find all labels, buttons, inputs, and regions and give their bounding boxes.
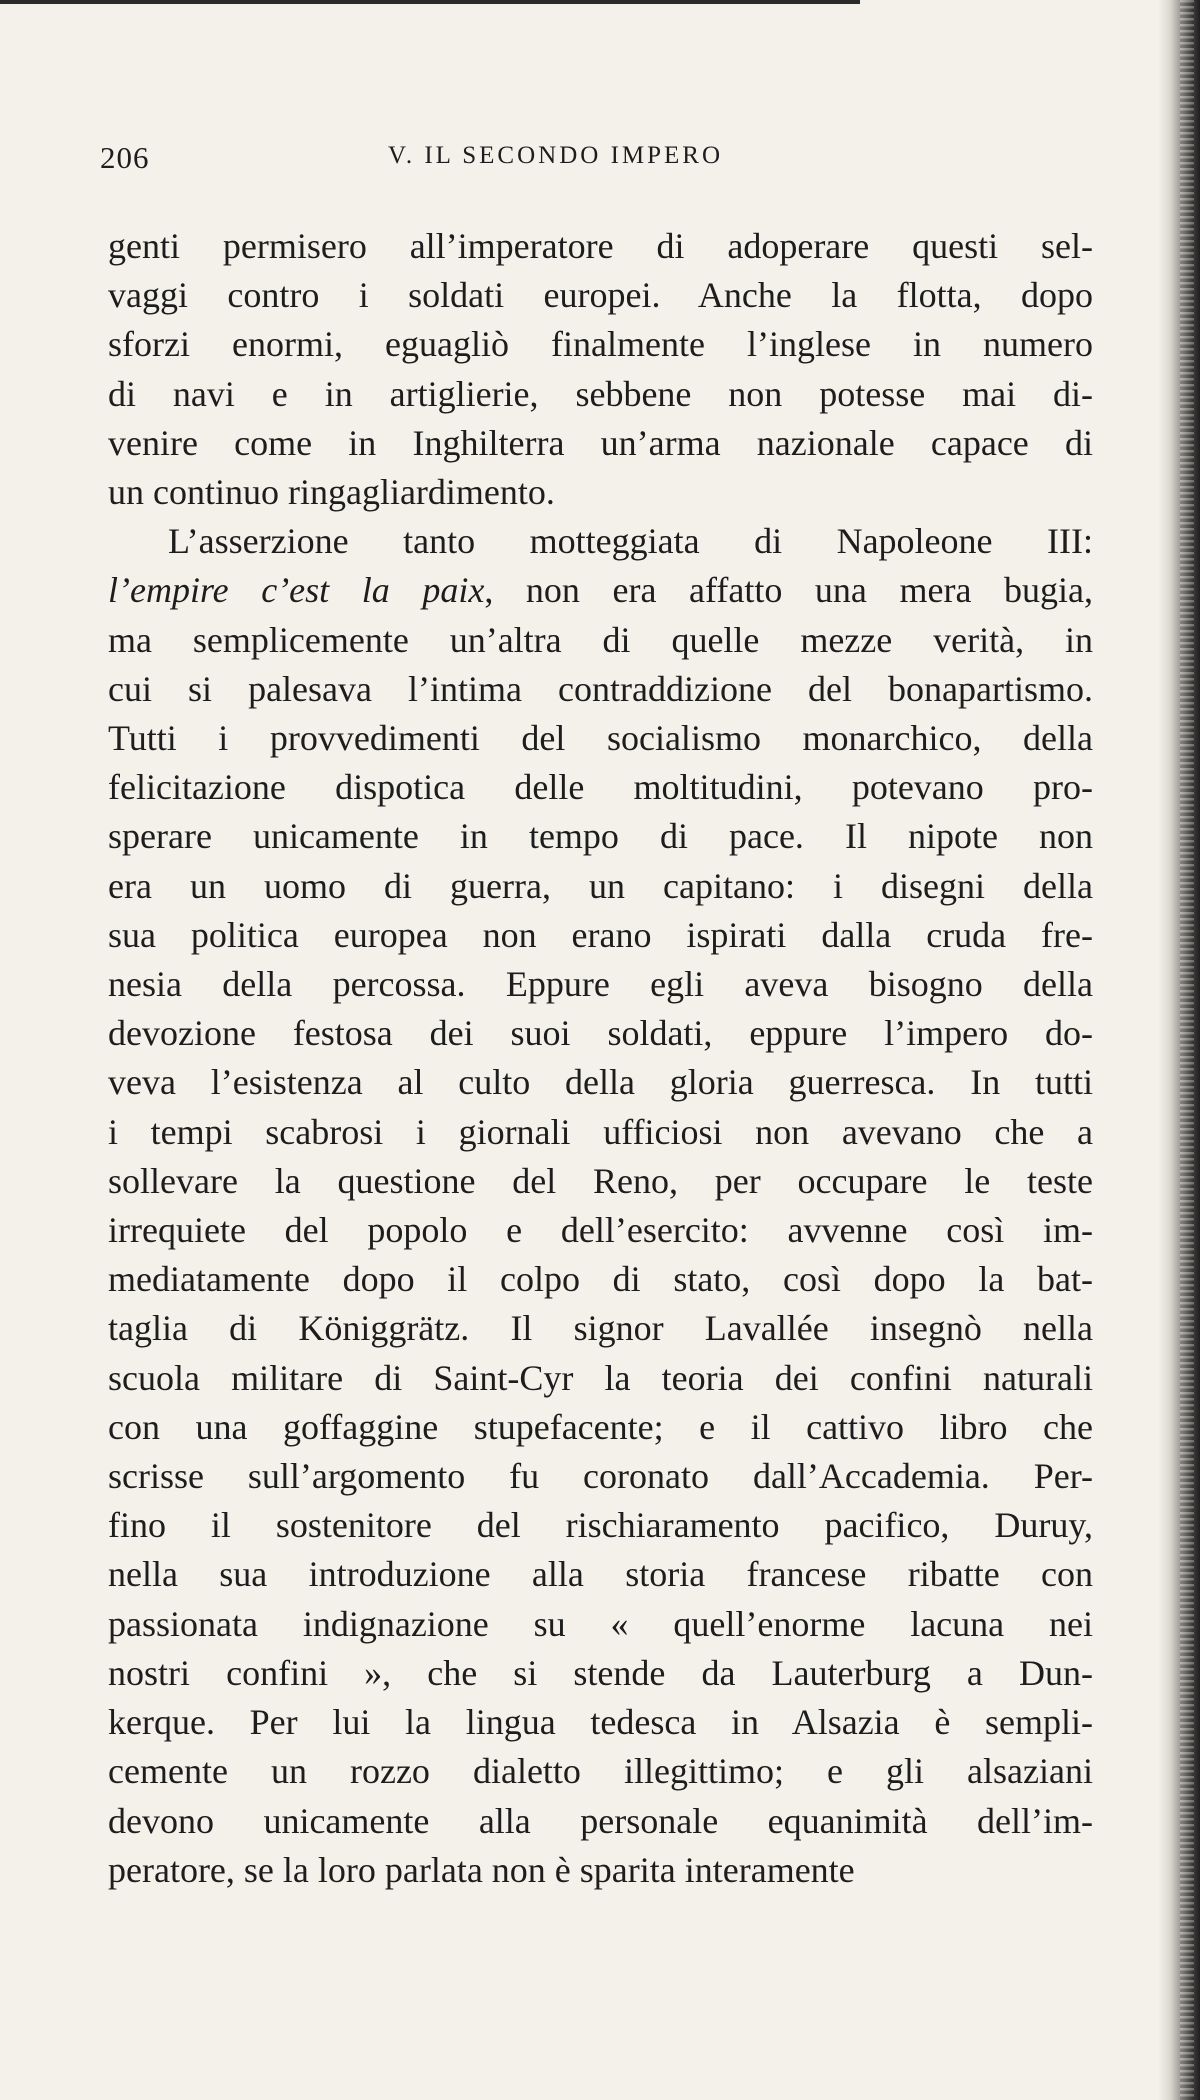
text-line: i tempi scabrosi i giornali ufficiosi non avevano che a	[108, 1111, 1093, 1152]
text-line: veva l’esistenza al culto della gloria guerresca. In tutti	[108, 1062, 1093, 1103]
text-line: genti permisero all’imperatore di adoperare questi sel-	[108, 226, 1093, 266]
text-line: vaggi contro i soldati europei. Anche la flotta, dopo	[108, 275, 1093, 316]
paragraph-2	[108, 517, 1093, 1895]
text-line: kerque. Per lui la lingua tedesca in Alsazia è sempli-	[108, 1702, 1093, 1743]
text-line: mediatamente dopo il colpo di stato, così dopo la bat-	[108, 1259, 1093, 1300]
page-header	[100, 140, 1100, 180]
text-line: di navi e in artiglierie, sebbene non potesse mai di-	[108, 373, 1093, 414]
text-line: devono unicamente alla personale equanimità dell’im-	[108, 1800, 1093, 1841]
text-line: taglia di Königgrätz. Il signor Lavallée insegnò nella	[108, 1308, 1093, 1349]
text-line-with-italic	[108, 566, 1093, 615]
text-line: sperare unicamente in tempo di pace. Il nipote non	[108, 816, 1093, 857]
text-line: scrisse sull’argomento fu coronato dall’Accademia. Per-	[108, 1456, 1093, 1497]
text-line: venire come in Inghilterra un’arma nazionale capace di	[108, 422, 1093, 463]
text-line: peratore, se la loro parlata non è sparita interamente	[108, 1849, 855, 1890]
text-line: felicitazione dispotica delle moltitudini, potevano pro-	[108, 767, 1093, 808]
text-line: nella sua introduzione alla storia francese ribatte con	[108, 1554, 1093, 1595]
text-line: L’asserzione tanto motteggiata di Napoleone III:	[168, 521, 1093, 562]
paragraph-1	[108, 222, 1093, 517]
body-text	[108, 222, 1093, 1895]
text-line: cui si palesava l’intima contraddizione del bonapartismo.	[108, 668, 1093, 709]
text-line: scuola militare di Saint-Cyr la teoria dei confini naturali	[108, 1357, 1093, 1398]
text-line: nesia della percossa. Eppure egli aveva bisogno della	[108, 964, 1093, 1005]
text-line: cemente un rozzo dialetto illegittimo; e gli alsaziani	[108, 1751, 1093, 1792]
text-line: con una goffaggine stupefacente; e il cattivo libro che	[108, 1406, 1093, 1447]
text-line: sforzi enormi, eguagliò finalmente l’inglese in numero	[108, 324, 1093, 365]
text-line: irrequiete del popolo e dell’esercito: avvenne così im-	[108, 1210, 1093, 1251]
top-edge-rule	[0, 0, 860, 4]
text-line-rest: , non era affatto una mera bugia,	[484, 570, 1093, 611]
page-edge-texture	[1180, 0, 1194, 2100]
text-line: nostri confini », che si stende da Lauterburg a Dun-	[108, 1652, 1093, 1693]
text-line: Tutti i provvedimenti del socialismo monarchico, della	[108, 718, 1093, 759]
text-line: un continuo ringagliardimento.	[108, 472, 555, 513]
italic-quote: l’empire c’est la paix	[108, 570, 485, 611]
text-line: fino il sostenitore del rischiaramento pacifico, Duruy,	[108, 1505, 1093, 1546]
text-line: sua politica europea non erano ispirati dalla cruda fre-	[108, 914, 1093, 955]
running-title: V. IL SECONDO IMPERO	[388, 142, 724, 169]
text-line: devozione festosa dei suoi soldati, eppure l’impero do-	[108, 1013, 1093, 1054]
page-number: 206	[100, 140, 150, 175]
text-line: sollevare la questione del Reno, per occupare le teste	[108, 1160, 1093, 1201]
text-line: ma semplicemente un’altra di quelle mezze verità, in	[108, 619, 1093, 660]
text-line: era un uomo di guerra, un capitano: i disegni della	[108, 865, 1093, 906]
text-line: passionata indignazione su « quell’enorme lacuna nei	[108, 1603, 1093, 1644]
